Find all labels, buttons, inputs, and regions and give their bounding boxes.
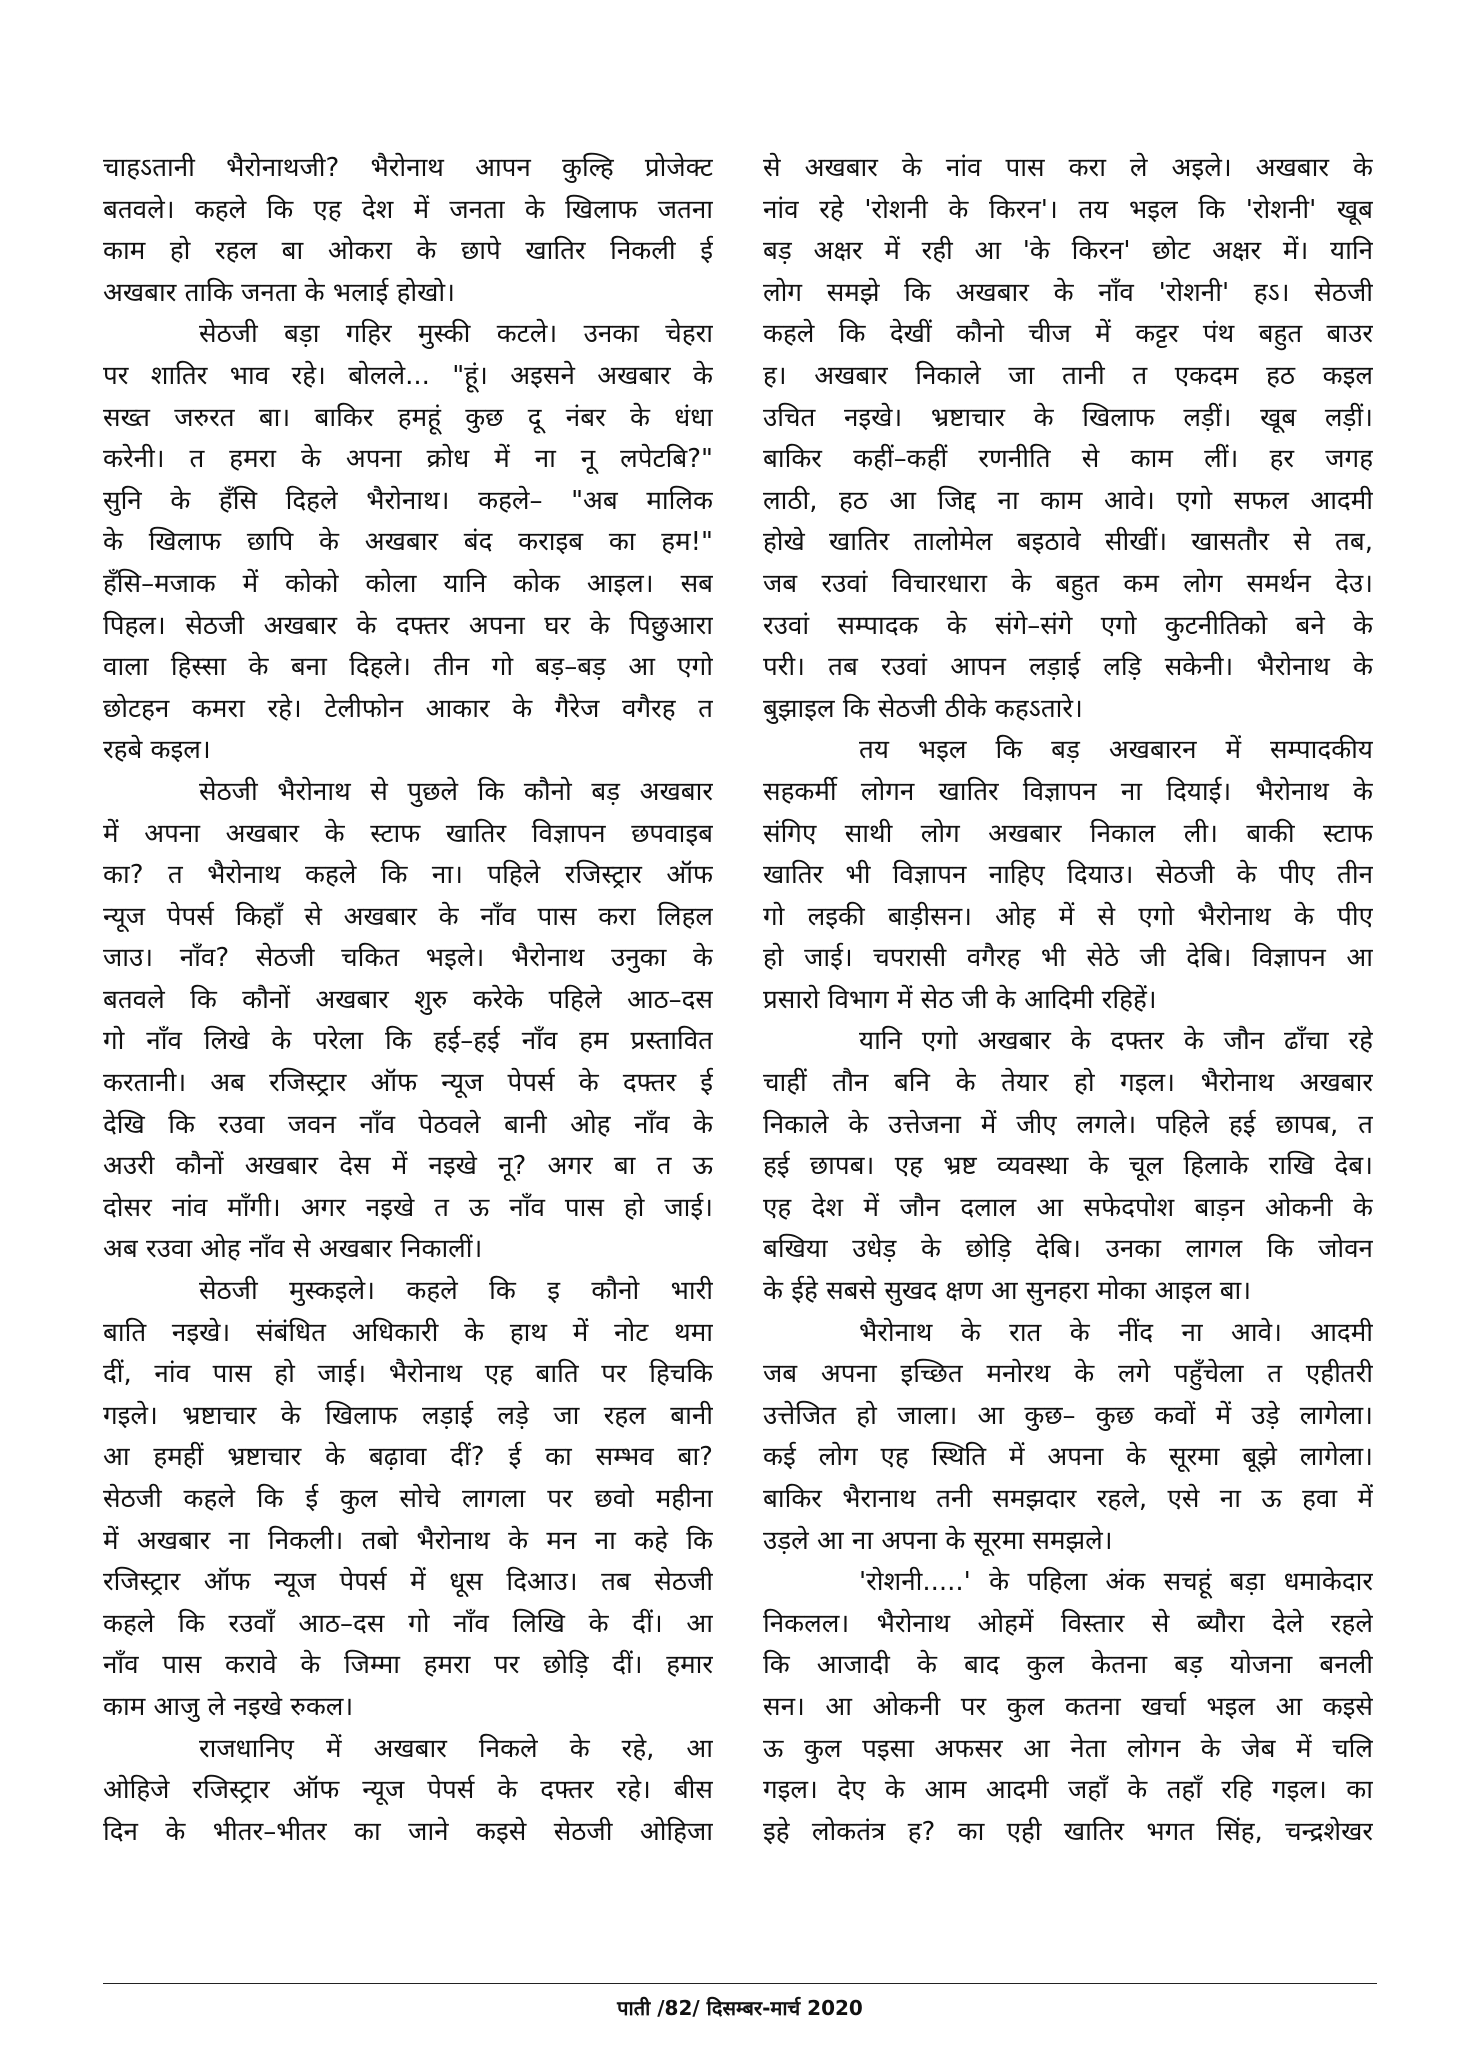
text-line: रहबे कइल। <box>103 735 211 766</box>
text-line: निकलल। भैरोनाथ ओहमें विस्तार से ब्यौरा देले रहले <box>763 1608 1373 1639</box>
text-line: निकाले के उत्तेजना में जीए लगले। पहिले हई छापब, त <box>763 1109 1373 1140</box>
text-line: राजधानिए में अखबार निकले के रहे, आ <box>199 1733 713 1764</box>
text-line: के खिलाफ छापि के अखबार बंद कराइब का हम!" <box>103 527 713 558</box>
text-line: ह। अखबार निकाले जा तानी त एकदम हठ कइल <box>763 360 1373 391</box>
text-line: न्यूज पेपर्स किहाँ से अखबार के नाँव पास करा लिहल <box>103 901 713 932</box>
text-line: आ हमहीं भ्रष्टाचार के बढ़ावा दीं? ई का सम्भव बा? <box>103 1442 713 1473</box>
text-line: सेठजी मुस्कइले। कहले कि इ कौनो भारी <box>199 1276 713 1307</box>
text-line: लाठी, हठ आ जिद्द ना काम आवे। एगो सफल आदमी <box>763 485 1373 516</box>
page-footer: पाती /82/ दिसम्बर-मार्च 2020 <box>617 1996 863 2020</box>
text-line: का? त भैरोनाथ कहले कि ना। पहिले रजिस्ट्रार ऑफ <box>103 860 713 891</box>
text-line: बाति नइखे। संबंधित अधिकारी के हाथ में नोट थमा <box>103 1317 713 1348</box>
right-column <box>763 148 1373 1853</box>
text-line: नाँव पास करावे के जिम्मा हमरा पर छोड़ि दीं। हमार <box>103 1650 713 1681</box>
text-line: 'रोशनी.....' के पहिला अंक सचहूं बड़ा धमाकेदार <box>859 1567 1373 1598</box>
text-line: दिन के भीतर–भीतर का जाने कइसे सेठजी ओहिजा <box>103 1816 713 1847</box>
text-line: गइल। देए के आम आदमी जहाँ के तहाँ रहि गइल। का <box>763 1775 1373 1806</box>
text-line: उत्तेजित हो जाला। आ कुछ– कुछ कवों में उड़े लागेला। <box>763 1400 1373 1431</box>
text-line: परी। तब रउवां आपन लड़ाई लड़ि सकेनी। भैरोनाथ के <box>763 652 1373 683</box>
text-line: ऊ कुल पइसा अफसर आ नेता लोगन के जेब में चलि <box>763 1733 1373 1764</box>
text-line: रउवां सम्पादक के संगे–संगे एगो कुटनीतिको बने के <box>763 610 1373 641</box>
text-line: प्रसारो विभाग में सेठ जी के आदिमी रहिहें। <box>763 984 1157 1015</box>
text-line: एह देश में जौन दलाल आ सफेदपोश बाड़न ओकनी के <box>763 1192 1373 1223</box>
text-line: सेठजी कहले कि ई कुल सोचे लागला पर छवो महीना <box>103 1484 713 1514</box>
text-line: संगिए साथी लोग अखबार निकाल ली। बाकी स्टाफ <box>763 818 1373 849</box>
text-line: उचित नइखे। भ्रष्टाचार के खिलाफ लड़ीं। खूब लड़ीं। <box>763 402 1373 433</box>
footer-rule <box>103 1983 1377 1984</box>
text-line: जाउ। नाँव? सेठजी चकित भइले। भैरोनाथ उनुका के <box>103 943 713 974</box>
text-line: भैरोनाथ के रात के नींद ना आवे। आदमी <box>859 1317 1373 1348</box>
text-line: सन। आ ओकनी पर कुल कतना खर्चा भइल आ कइसे <box>763 1691 1373 1722</box>
text-line: बाकिर कहीं–कहीं रणनीति से काम लीं। हर जगह <box>763 444 1373 475</box>
text-line: बतवले। कहले कि एह देश में जनता के खिलाफ जतना <box>103 194 713 225</box>
text-line: पर शातिर भाव रहे। बोलले... "हूं। अइसने अखबार के <box>103 360 713 391</box>
text-line: यानि एगो अखबार के दफ्तर के जौन ढाँचा रहे <box>859 1026 1373 1057</box>
text-line: अब रउवा ओह नाँव से अखबार निकालीं। <box>103 1234 483 1265</box>
text-line: जब अपना इच्छित मनोरथ के लगे पहुँचेला त एहीतरी <box>763 1359 1373 1390</box>
text-line: चाहीं तौन बनि के तेयार हो गइल। भैरोनाथ अखबार <box>763 1068 1373 1099</box>
text-line: कहले कि देखीं कौनो चीज में कट्टर पंथ बहुत बाउर <box>763 319 1373 350</box>
text-line: देखि कि रउवा जवन नाँव पेठवले बानी ओह नाँव के <box>103 1109 713 1140</box>
text-line: दीं, नांव पास हो जाई। भैरोनाथ एह बाति पर हिचकि <box>103 1359 713 1390</box>
text-line: काम हो रहल बा ओकरा के छापे खातिर निकली ई <box>103 236 713 267</box>
text-line: बुझाइल कि सेठजी ठीके कहऽतारे। <box>763 693 1083 724</box>
text-line: बाकिर भैरानाथ तनी समझदार रहले, एसे ना ऊ हवा में <box>763 1484 1373 1514</box>
text-line: उड़ले आ ना अपना के सूरमा समझले। <box>763 1525 1113 1556</box>
text-line: खातिर भी विज्ञापन नाहिए दियाउ। सेठजी के पीए तीन <box>763 860 1373 891</box>
text-line: ओहिजे रजिस्ट्रार ऑफ न्यूज पेपर्स के दफ्तर रहे। बीस <box>103 1775 713 1806</box>
text-line: जब रउवां विचारधारा के बहुत कम लोग समर्थन देउ। <box>763 568 1373 599</box>
text-line: सेठजी बड़ा गहिर मुस्की कटले। उनका चेहरा <box>199 319 713 350</box>
text-line: चाहऽतानी भैरोनाथजी? भैरोनाथ आपन कुल्हि प्रोजेक्ट <box>103 153 713 183</box>
text-line: बड़ अक्षर में रही आ 'के किरन' छोट अक्षर में। यानि <box>763 236 1373 267</box>
text-line: सेठजी भैरोनाथ से पुछले कि कौनो बड़ अखबार <box>199 776 713 807</box>
text-line: हँसि–मजाक में कोको कोला यानि कोक आइल। सब <box>103 568 713 599</box>
text-line: में अपना अखबार के स्टाफ खातिर विज्ञापन छपवाइब <box>103 818 713 849</box>
text-line: तय भइल कि बड़ अखबारन में सम्पादकीय <box>859 735 1373 766</box>
text-line: कि आजादी के बाद कुल केतना बड़ योजना बनली <box>763 1650 1373 1681</box>
text-line: हई छापब। एह भ्रष्ट व्यवस्था के चूल हिलाके राखि देब। <box>763 1151 1373 1182</box>
text-line: करतानी। अब रजिस्ट्रार ऑफ न्यूज पेपर्स के दफ्तर ई <box>103 1068 713 1099</box>
text-line: कई लोग एह स्थिति में अपना के सूरमा बूझे लागेला। <box>763 1442 1373 1473</box>
text-line: कहले कि रउवाँ आठ–दस गो नाँव लिखि के दीं। आ <box>103 1608 713 1639</box>
text-line: सहकर्मी लोगन खातिर विज्ञापन ना दियाई। भैरोनाथ के <box>763 776 1373 807</box>
text-line: पिहल। सेठजी अखबार के दफ्तर अपना घर के पिछुआरा <box>103 610 713 641</box>
text-line: अउरी कौनों अखबार देस में नइखे नू? अगर बा त ऊ <box>103 1151 713 1182</box>
text-line: बखिया उधेड़ के छोड़ि देबि। उनका लागल कि जोवन <box>763 1234 1373 1265</box>
text-line: लोग समझे कि अखबार के नाँव 'रोशनी' हऽ। सेठजी <box>763 277 1373 308</box>
text-line: बतवले कि कौनों अखबार शुरु करेके पहिले आठ–दस <box>103 984 713 1015</box>
text-line: काम आजु ले नइखे रुकल। <box>103 1691 354 1722</box>
text-line: सुनि के हँसि दिहले भैरोनाथ। कहले– "अब मालिक <box>103 485 713 516</box>
text-line: दोसर नांव माँगी। अगर नइखे त ऊ नाँव पास हो जाई। <box>103 1192 713 1223</box>
text-line: रजिस्ट्रार ऑफ न्यूज पेपर्स में धूस दिआउ। तब सेठजी <box>103 1567 713 1598</box>
text-line: इहे लोकतंत्र ह? का एही खातिर भगत सिंह, चन्द्रशेखर <box>763 1816 1373 1847</box>
text-line: अखबार ताकि जनता के भलाई होखो। <box>103 277 455 308</box>
text-line: गो लइकी बाड़ीसन। ओह में से एगो भैरोनाथ के पीए <box>763 901 1373 932</box>
text-line: हो जाई। चपरासी वगैरह भी सेठे जी देबि। विज्ञापन आ <box>763 943 1373 974</box>
text-line: से अखबार के नांव पास करा ले अइले। अखबार के <box>763 153 1373 183</box>
text-line: छोटहन कमरा रहे। टेलीफोन आकार के गैरेज वगैरह त <box>103 693 713 724</box>
text-line: होखे खातिर तालोमेल बइठावे सीखीं। खासतौर से तब, <box>763 527 1373 558</box>
text-line: गो नाँव लिखे के परेला कि हई–हई नाँव हम प्रस्तावित <box>103 1026 713 1057</box>
left-column <box>103 148 713 1853</box>
text-line: के ईहे सबसे सुखद क्षण आ सुनहरा मोका आइल बा। <box>763 1276 1252 1307</box>
text-line: सख्त जरुरत बा। बाकिर हमहूं कुछ दू नंबर के धंधा <box>103 402 713 433</box>
text-line: करेनी। त हमरा के अपना क्रोध में ना नू लपेटबि?" <box>103 444 713 475</box>
text-line: में अखबार ना निकली। तबो भैरोनाथ के मन ना कहे कि <box>103 1525 713 1556</box>
text-line: वाला हिस्सा के बना दिहले। तीन गो बड़–बड़ आ एगो <box>103 652 713 683</box>
text-line: गइले। भ्रष्टाचार के खिलाफ लड़ाई लड़े जा रहल बानी <box>103 1400 713 1431</box>
text-line: नांव रहे 'रोशनी के किरन'। तय भइल कि 'रोशनी' खूब <box>763 194 1373 225</box>
